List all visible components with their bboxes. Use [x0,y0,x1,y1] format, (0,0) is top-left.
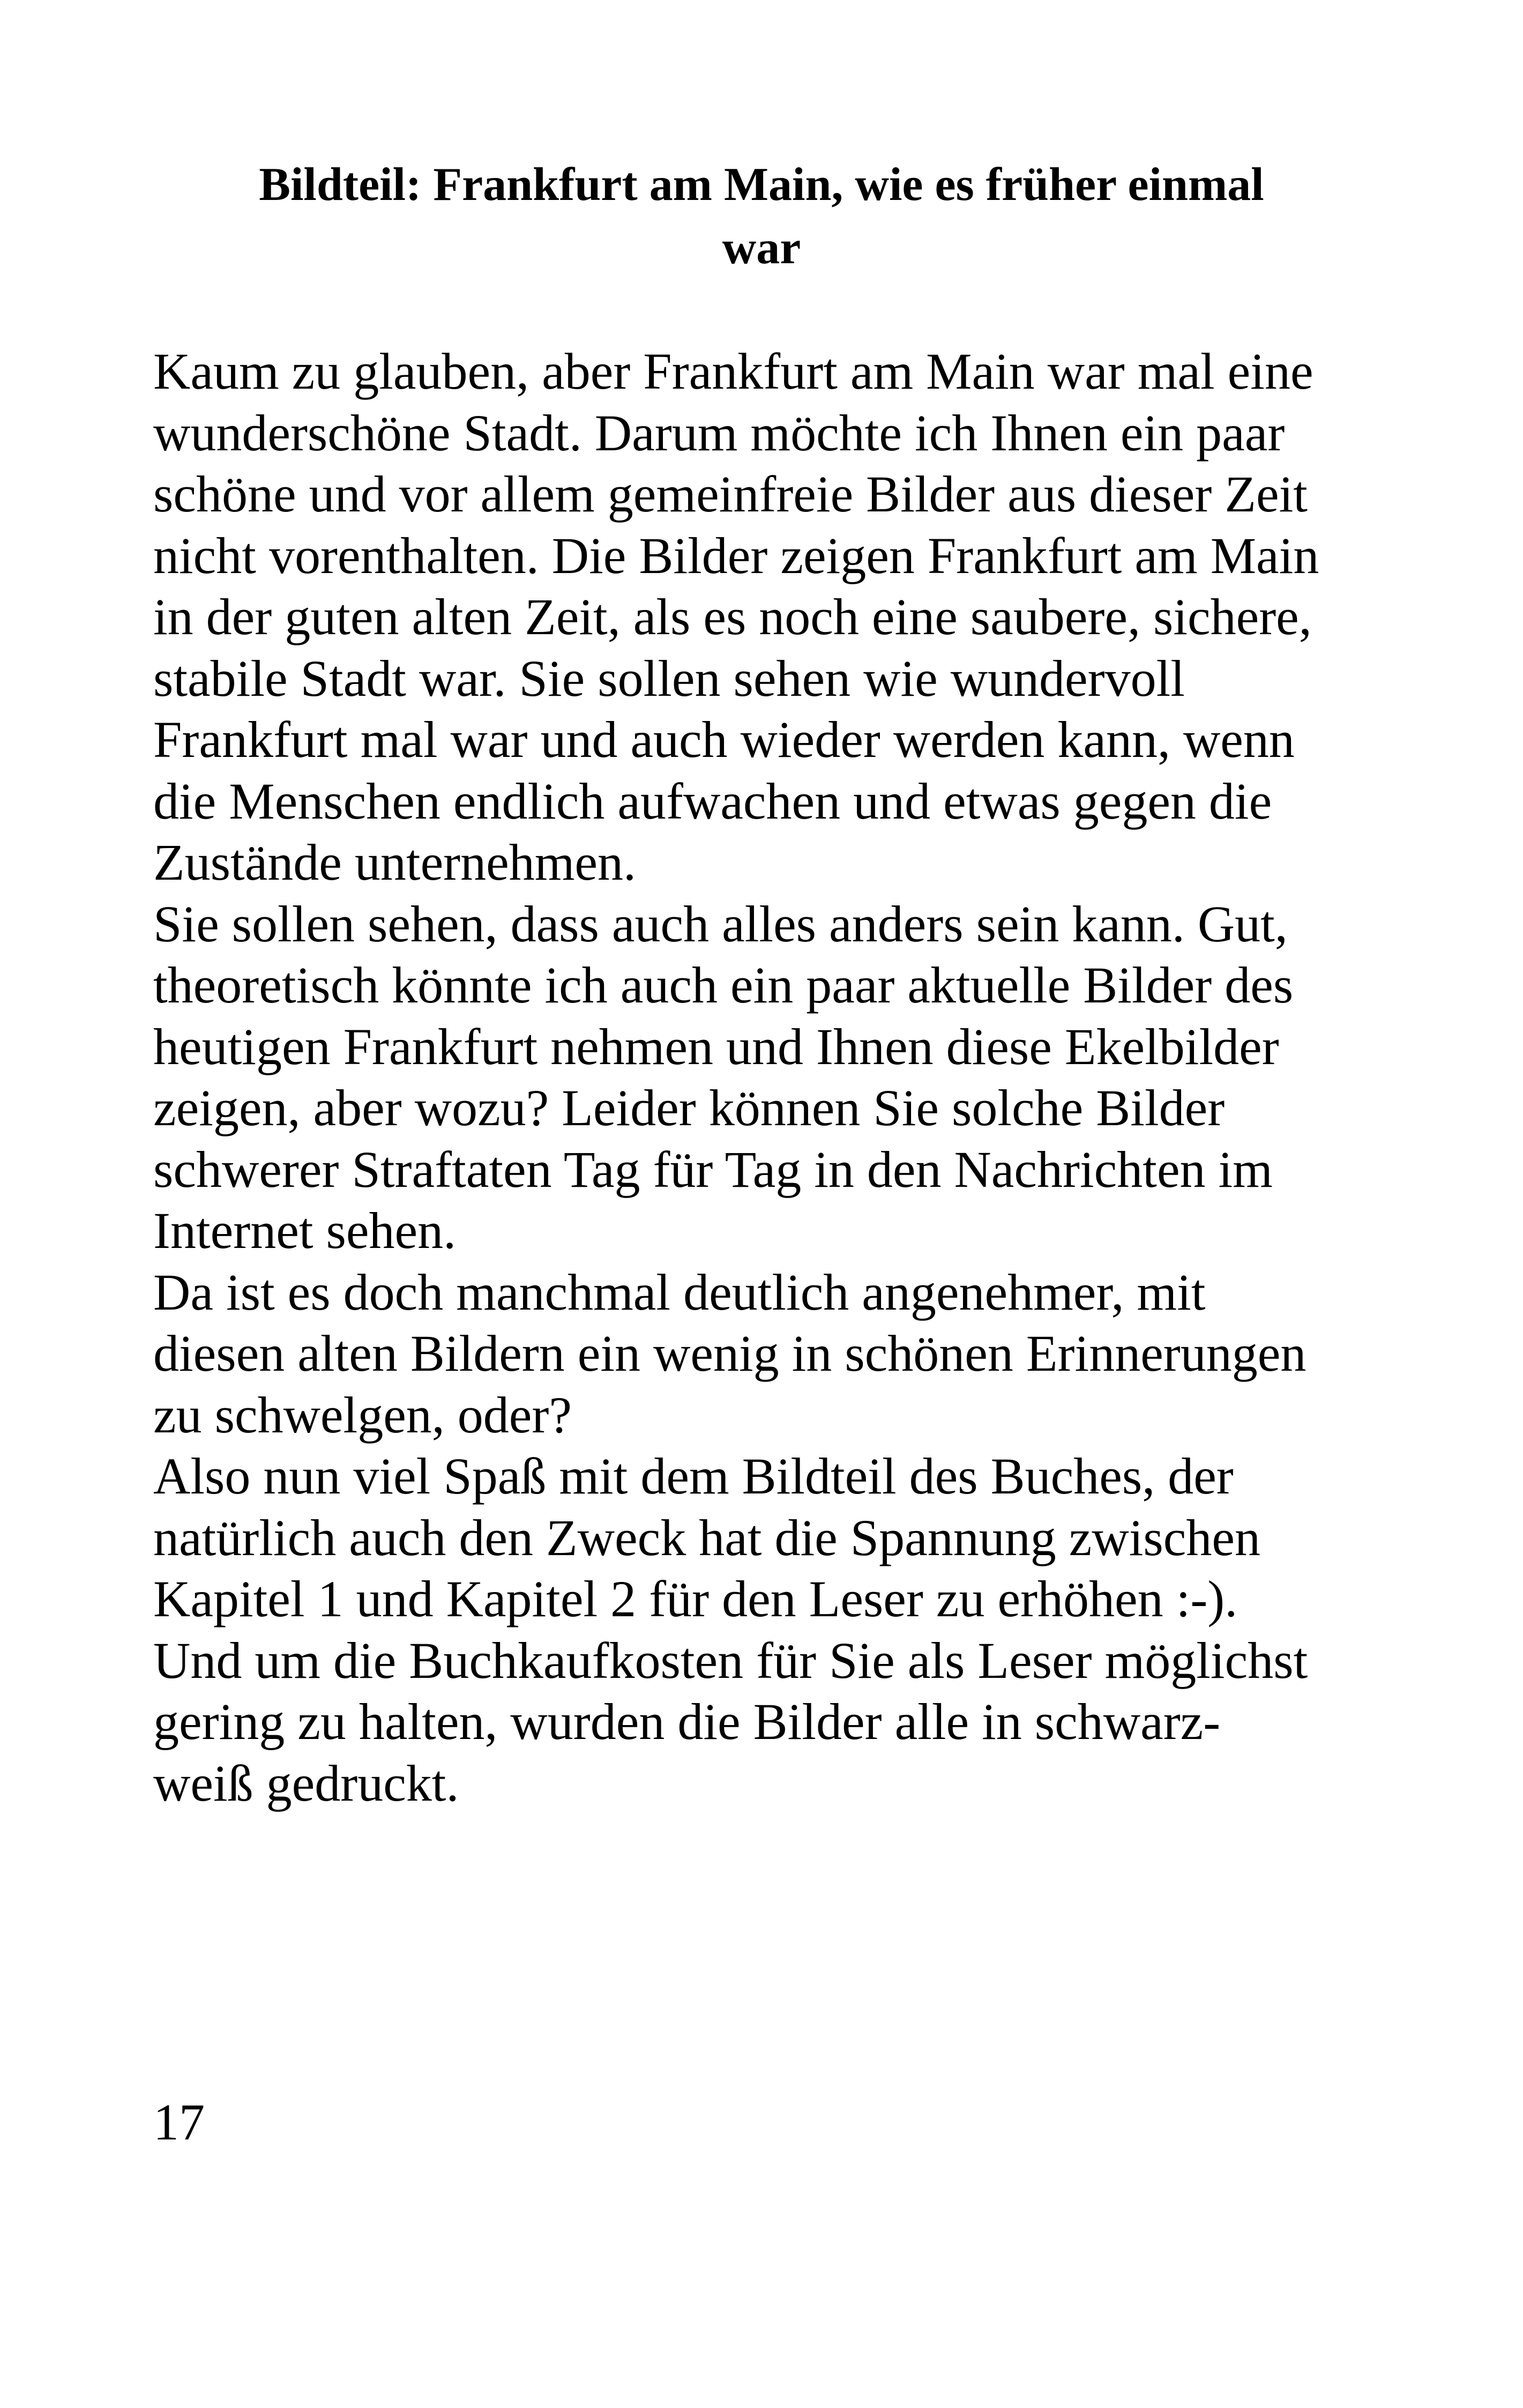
body-line: stabile Stadt war. Sie sollen sehen wie wundervoll [153,649,1185,707]
body-line: die Menschen endlich aufwachen und etwas gegen die [153,772,1272,830]
body-line: in der guten alten Zeit, als es noch eine saubere, sichere, [153,588,1312,645]
body-line: zu schwelgen, oder? [153,1386,572,1444]
body-line: Internet sehen. [153,1202,457,1259]
body-line: Frankfurt mal war und auch wieder werden kann, wenn [153,711,1295,768]
body-line: Kapitel 1 und Kapitel 2 für den Leser zu erhöhen :-). [153,1570,1238,1627]
body-line: Sie sollen sehen, dass auch alles anders sein kann. Gut, [153,895,1288,953]
body-line: schöne und vor allem gemeinfreie Bilder aus dieser Zeit [153,465,1308,523]
body-line: theoretisch könnte ich auch ein paar aktuelle Bilder des [153,956,1294,1014]
body-line: schwerer Straftaten Tag für Tag in den Nachrichten im [153,1140,1273,1198]
body-line: natürlich auch den Zweck hat die Spannung zwischen [153,1508,1260,1566]
body-line: Also nun viel Spaß mit dem Bildteil des Buches, der [153,1447,1234,1505]
page-number: 17 [153,2093,205,2151]
body-line: Zustände unternehmen. [153,834,637,891]
body-line: diesen alten Bildern ein wenig in schönen Erinnerungen [153,1325,1307,1382]
title-line: Bildteil: Frankfurt am Main, wie es früher einmal [259,159,1264,211]
body-line: zeigen, aber wozu? Leider können Sie solche Bilder [153,1079,1225,1136]
body-line: weiß gedruckt. [153,1754,459,1812]
body-line: Und um die Buchkaufkosten für Sie als Leser möglichst [153,1631,1308,1689]
title-line: war [722,222,801,274]
body-line: Da ist es doch manchmal deutlich angenehmer, mit [153,1263,1206,1321]
page-title [150,153,1373,280]
body-line: heutigen Frankfurt nehmen und Ihnen diese Ekelbilder [153,1017,1279,1075]
body-line: Kaum zu glauben, aber Frankfurt am Main war mal eine [153,343,1313,400]
body-line: gering zu halten, wurden die Bilder alle in schwarz- [153,1693,1221,1750]
body-line: wunderschöne Stadt. Darum möchte ich Ihnen ein paar [153,404,1285,462]
body-text [153,341,1397,1814]
body-line: nicht vorenthalten. Die Bilder zeigen Frankfurt am Main [153,526,1319,584]
